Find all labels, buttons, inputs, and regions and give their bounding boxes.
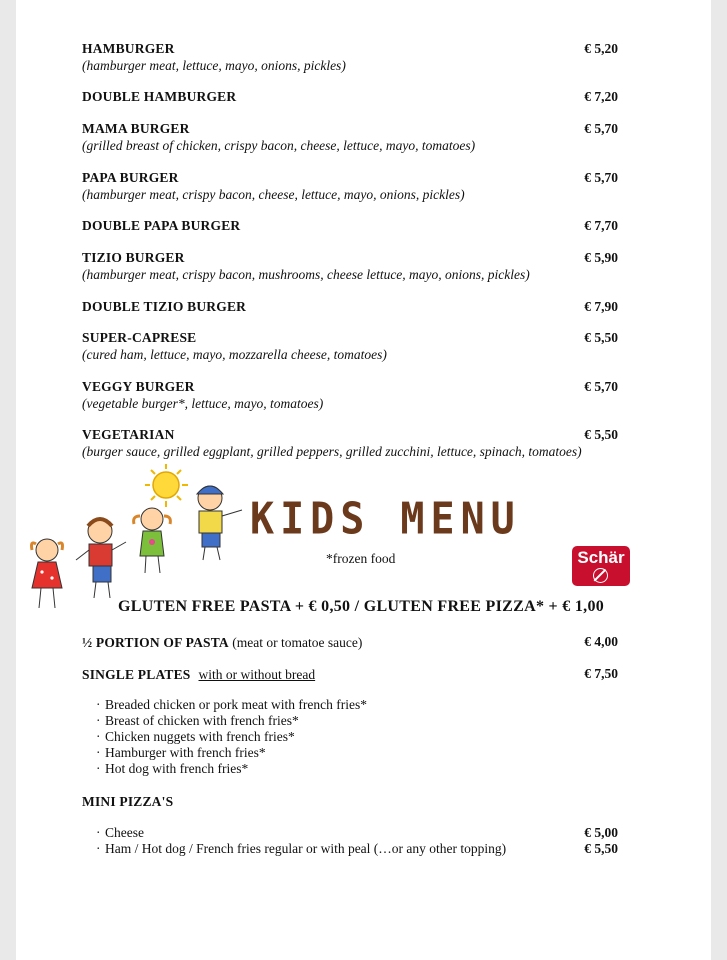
menu-item: [82, 41, 618, 74]
kids-menu-title: KIDS MENU: [250, 493, 521, 545]
gluten-free-surcharge: GLUTEN FREE PASTA + € 0,50 / GLUTEN FREE PIZZA* + € 1,00: [118, 598, 605, 615]
item-name: VEGETARIAN: [82, 427, 175, 442]
item-price: € 5,00: [584, 825, 618, 840]
menu-item: [82, 89, 618, 105]
list-item: · Hot dog with french fries*: [96, 761, 249, 776]
item-price: € 7,70: [584, 218, 618, 233]
item-price: € 7,50: [584, 666, 618, 681]
kid-figure: [76, 519, 126, 598]
menu-item: [82, 379, 618, 412]
logo-text: Schär: [577, 548, 625, 567]
item-name: ½ PORTION OF PASTA: [82, 635, 229, 650]
item-description: (hamburger meat, crispy bacon, mushrooms, cheese lettuce, mayo, onions, pickles): [82, 267, 530, 282]
item-price: € 4,00: [584, 634, 618, 649]
item-description: (grilled breast of chicken, crispy bacon, cheese, lettuce, mayo, tomatoes): [82, 138, 476, 153]
item-price: € 5,70: [584, 121, 618, 136]
schar-logo: [572, 546, 630, 586]
item-description: (vegetable burger*, lettuce, mayo, tomatoes): [82, 396, 324, 411]
item-price: € 7,90: [584, 299, 618, 314]
menu-item: [82, 427, 618, 460]
menu-item: [82, 170, 618, 203]
item-name: PAPA BURGER: [82, 170, 179, 185]
half-portion-item: [82, 634, 618, 652]
item-note: with or without bread: [198, 667, 316, 682]
kid-figure: [32, 539, 63, 608]
item-name: TIZIO BURGER: [82, 250, 185, 265]
list-item: · Breast of chicken with french fries*: [96, 713, 299, 728]
item-note: (meat or tomatoe sauce): [228, 635, 363, 650]
item-price: € 5,70: [584, 379, 618, 394]
list-item: · Chicken nuggets with french fries*: [96, 729, 295, 744]
kids-illustration: [14, 460, 249, 610]
item-name: DOUBLE HAMBURGER: [82, 89, 237, 104]
item-name: SUPER-CAPRESE: [82, 330, 197, 345]
item-price: € 5,50: [584, 427, 618, 442]
sun-icon: [145, 464, 188, 507]
list-item: · Ham / Hot dog / French fries regular or with peal (…or any other topping): [96, 841, 507, 856]
item-name: DOUBLE PAPA BURGER: [82, 218, 241, 233]
menu-item: [82, 330, 618, 363]
item-description: (hamburger meat, crispy bacon, cheese, lettuce, mayo, onions, pickles): [82, 187, 465, 202]
no-gluten-icon: [593, 568, 608, 583]
item-name: VEGGY BURGER: [82, 379, 195, 394]
item-price: € 5,50: [584, 841, 618, 856]
menu-item: [82, 121, 618, 154]
item-name: DOUBLE TIZIO BURGER: [82, 299, 247, 314]
single-plates-item: [82, 666, 618, 684]
item-description: (hamburger meat, lettuce, mayo, onions, pickles): [82, 58, 346, 73]
item-price: € 5,90: [584, 250, 618, 265]
menu-item: [82, 250, 618, 283]
list-item: · Breaded chicken or pork meat with french fries*: [96, 697, 368, 712]
item-description: (burger sauce, grilled eggplant, grilled peppers, grilled zucchini, lettuce, spinach, tomatoes): [82, 444, 582, 459]
item-price: € 5,50: [584, 330, 618, 345]
item-price: € 7,20: [584, 89, 618, 104]
item-name: MAMA BURGER: [82, 121, 190, 136]
kid-figure: [134, 508, 171, 573]
menu-item: [82, 299, 618, 315]
item-name: HAMBURGER: [82, 41, 175, 56]
item-price: € 5,20: [584, 41, 618, 56]
list-item: · Hamburger with french fries*: [96, 745, 266, 760]
kid-figure: [197, 486, 242, 560]
frozen-food-note: *frozen food: [326, 551, 396, 566]
item-price: € 5,70: [584, 170, 618, 185]
list-item: · Cheese: [96, 825, 144, 840]
item-description: (cured ham, lettuce, mayo, mozzarella cheese, tomatoes): [82, 347, 387, 362]
mini-pizzas-heading: MINI PIZZA'S: [82, 794, 174, 809]
menu-item: [82, 218, 618, 234]
item-name: SINGLE PLATES: [82, 667, 191, 682]
